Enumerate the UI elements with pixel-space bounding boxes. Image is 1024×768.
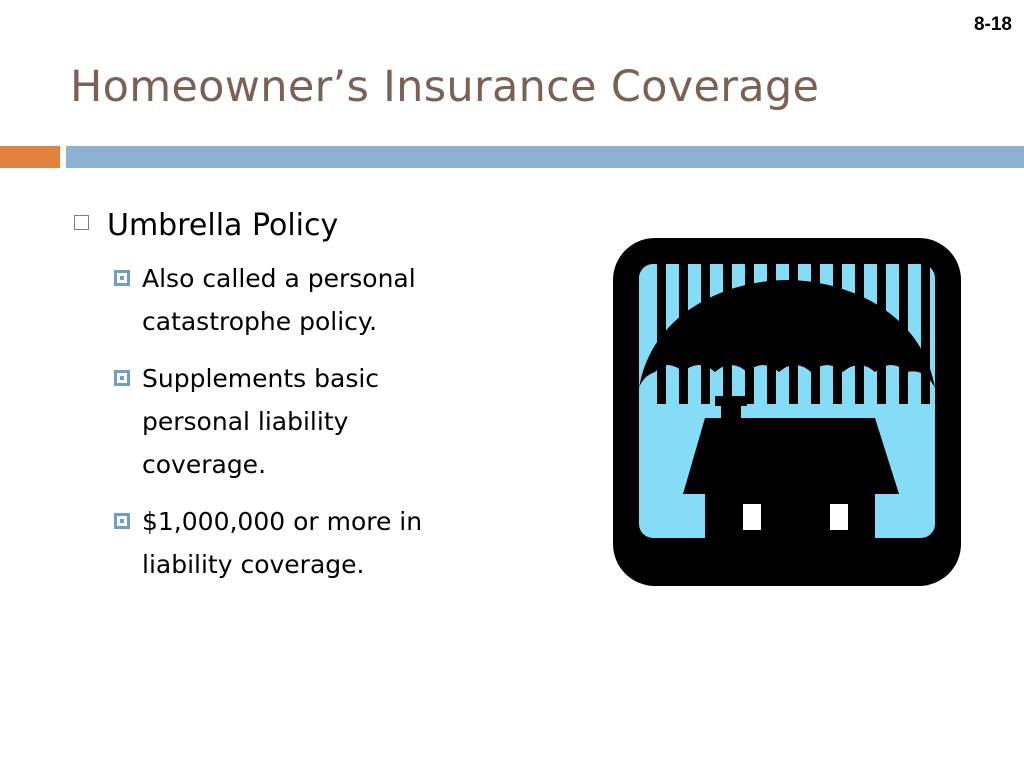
square-bullet-icon [74, 215, 89, 230]
slide-title: Homeowner’s Insurance Coverage [70, 62, 820, 112]
bullet-level1 [74, 208, 504, 243]
sub-bullet-text: $1,000,000 or more in liability coverage. [142, 507, 423, 579]
umbrella-policy-heading: Umbrella Policy [107, 208, 339, 243]
filled-square-bullet-icon [114, 270, 130, 286]
sub-bullet-text: Also called a personal catastrophe policy. [142, 264, 416, 336]
umbrella-over-house-icon [613, 238, 961, 586]
sub-bullet [114, 500, 504, 586]
filled-square-bullet-icon [114, 370, 130, 386]
sub-bullet [114, 257, 504, 343]
filled-square-bullet-icon [114, 513, 130, 529]
slide-number: 8-18 [973, 14, 1012, 35]
sub-bullet-text: Supplements basic personal liability coverage. [142, 364, 380, 479]
bullet-content [74, 208, 504, 586]
accent-bar-blue [66, 146, 1024, 168]
accent-bar-orange [0, 146, 60, 168]
sub-bullet [114, 357, 504, 486]
